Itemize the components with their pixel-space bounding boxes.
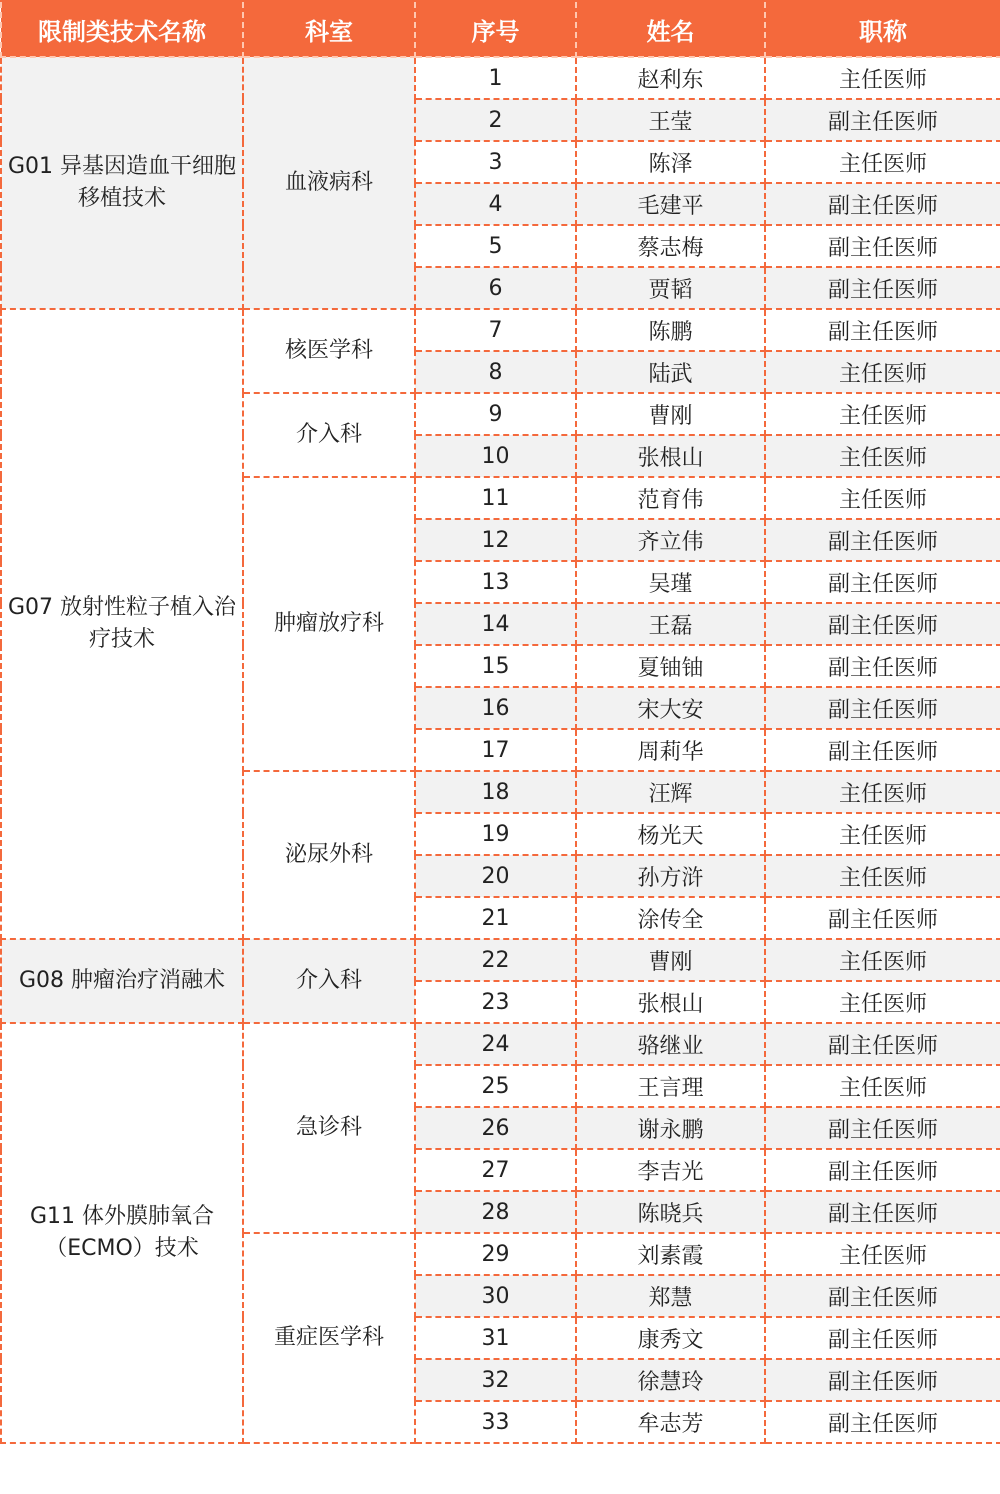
title-cell: 主任医师 [765,813,1000,855]
name-cell: 刘素霞 [576,1233,765,1275]
title-cell: 副主任医师 [765,561,1000,603]
name-cell: 曹刚 [576,939,765,981]
tech-name-cell: G08 肿瘤治疗消融术 [1,939,243,1023]
number-cell: 6 [415,267,576,309]
title-cell: 副主任医师 [765,1107,1000,1149]
name-cell: 齐立伟 [576,519,765,561]
title-cell: 主任医师 [765,393,1000,435]
name-cell: 汪辉 [576,771,765,813]
title-cell: 副主任医师 [765,729,1000,771]
name-cell: 王磊 [576,603,765,645]
department-cell: 泌尿外科 [243,771,415,939]
name-cell: 康秀文 [576,1317,765,1359]
name-cell: 陈鹏 [576,309,765,351]
name-cell: 周莉华 [576,729,765,771]
name-cell: 张根山 [576,435,765,477]
department-cell: 介入科 [243,393,415,477]
number-cell: 3 [415,141,576,183]
number-cell: 20 [415,855,576,897]
name-cell: 张根山 [576,981,765,1023]
number-cell: 8 [415,351,576,393]
header-department: 科室 [243,1,415,57]
name-cell: 蔡志梅 [576,225,765,267]
tech-name-cell: G11 体外膜肺氧合（ECMO）技术 [1,1023,243,1443]
name-cell: 赵利东 [576,57,765,99]
number-cell: 24 [415,1023,576,1065]
table-row [1,57,1000,99]
title-cell: 副主任医师 [765,1275,1000,1317]
name-cell: 谢永鹏 [576,1107,765,1149]
number-cell: 30 [415,1275,576,1317]
number-cell: 1 [415,57,576,99]
name-cell: 宋大安 [576,687,765,729]
name-cell: 陆武 [576,351,765,393]
title-cell: 副主任医师 [765,645,1000,687]
title-cell: 主任医师 [765,771,1000,813]
number-cell: 32 [415,1359,576,1401]
number-cell: 12 [415,519,576,561]
title-cell: 副主任医师 [765,183,1000,225]
tech-name-cell: G01 异基因造血干细胞移植技术 [1,57,243,309]
name-cell: 曹刚 [576,393,765,435]
number-cell: 13 [415,561,576,603]
number-cell: 9 [415,393,576,435]
department-cell: 重症医学科 [243,1233,415,1443]
number-cell: 27 [415,1149,576,1191]
name-cell: 李吉光 [576,1149,765,1191]
name-cell: 涂传全 [576,897,765,939]
title-cell: 副主任医师 [765,267,1000,309]
title-cell: 主任医师 [765,855,1000,897]
title-cell: 主任医师 [765,1065,1000,1107]
department-cell: 血液病科 [243,57,415,309]
name-cell: 夏铀铀 [576,645,765,687]
title-cell: 主任医师 [765,141,1000,183]
table-body [1,57,1000,1443]
number-cell: 17 [415,729,576,771]
number-cell: 11 [415,477,576,519]
title-cell: 主任医师 [765,57,1000,99]
title-cell: 副主任医师 [765,603,1000,645]
name-cell: 吴瑾 [576,561,765,603]
number-cell: 22 [415,939,576,981]
header-tech: 限制类技术名称 [1,1,243,57]
table-row [1,939,1000,981]
number-cell: 18 [415,771,576,813]
title-cell: 副主任医师 [765,1317,1000,1359]
name-cell: 范育伟 [576,477,765,519]
number-cell: 14 [415,603,576,645]
name-cell: 贾韬 [576,267,765,309]
title-cell: 主任医师 [765,939,1000,981]
department-cell: 急诊科 [243,1023,415,1233]
title-cell: 主任医师 [765,435,1000,477]
name-cell: 骆继业 [576,1023,765,1065]
number-cell: 4 [415,183,576,225]
number-cell: 2 [415,99,576,141]
number-cell: 7 [415,309,576,351]
name-cell: 杨光天 [576,813,765,855]
title-cell: 副主任医师 [765,309,1000,351]
title-cell: 副主任医师 [765,1191,1000,1233]
header-number: 序号 [415,1,576,57]
title-cell: 主任医师 [765,477,1000,519]
header-name: 姓名 [576,1,765,57]
name-cell: 毛建平 [576,183,765,225]
department-cell: 核医学科 [243,309,415,393]
number-cell: 29 [415,1233,576,1275]
number-cell: 5 [415,225,576,267]
number-cell: 23 [415,981,576,1023]
title-cell: 副主任医师 [765,1023,1000,1065]
title-cell: 副主任医师 [765,225,1000,267]
department-cell: 肿瘤放疗科 [243,477,415,771]
number-cell: 21 [415,897,576,939]
title-cell: 副主任医师 [765,1149,1000,1191]
title-cell: 副主任医师 [765,1401,1000,1443]
number-cell: 31 [415,1317,576,1359]
name-cell: 陈晓兵 [576,1191,765,1233]
table-row [1,309,1000,351]
title-cell: 主任医师 [765,981,1000,1023]
title-cell: 副主任医师 [765,519,1000,561]
name-cell: 徐慧玲 [576,1359,765,1401]
title-cell: 副主任医师 [765,1359,1000,1401]
title-cell: 主任医师 [765,351,1000,393]
number-cell: 28 [415,1191,576,1233]
number-cell: 25 [415,1065,576,1107]
name-cell: 王莹 [576,99,765,141]
number-cell: 16 [415,687,576,729]
number-cell: 26 [415,1107,576,1149]
number-cell: 33 [415,1401,576,1443]
number-cell: 19 [415,813,576,855]
department-cell: 介入科 [243,939,415,1023]
title-cell: 副主任医师 [765,99,1000,141]
title-cell: 副主任医师 [765,897,1000,939]
table-row [1,1023,1000,1065]
header-title: 职称 [765,1,1000,57]
name-cell: 郑慧 [576,1275,765,1317]
number-cell: 15 [415,645,576,687]
name-cell: 孙方浒 [576,855,765,897]
tech-name-cell: G07 放射性粒子植入治疗技术 [1,309,243,939]
name-cell: 陈泽 [576,141,765,183]
name-cell: 牟志芳 [576,1401,765,1443]
title-cell: 主任医师 [765,1233,1000,1275]
title-cell: 副主任医师 [765,687,1000,729]
name-cell: 王言理 [576,1065,765,1107]
number-cell: 10 [415,435,576,477]
header-row [1,1,1000,57]
